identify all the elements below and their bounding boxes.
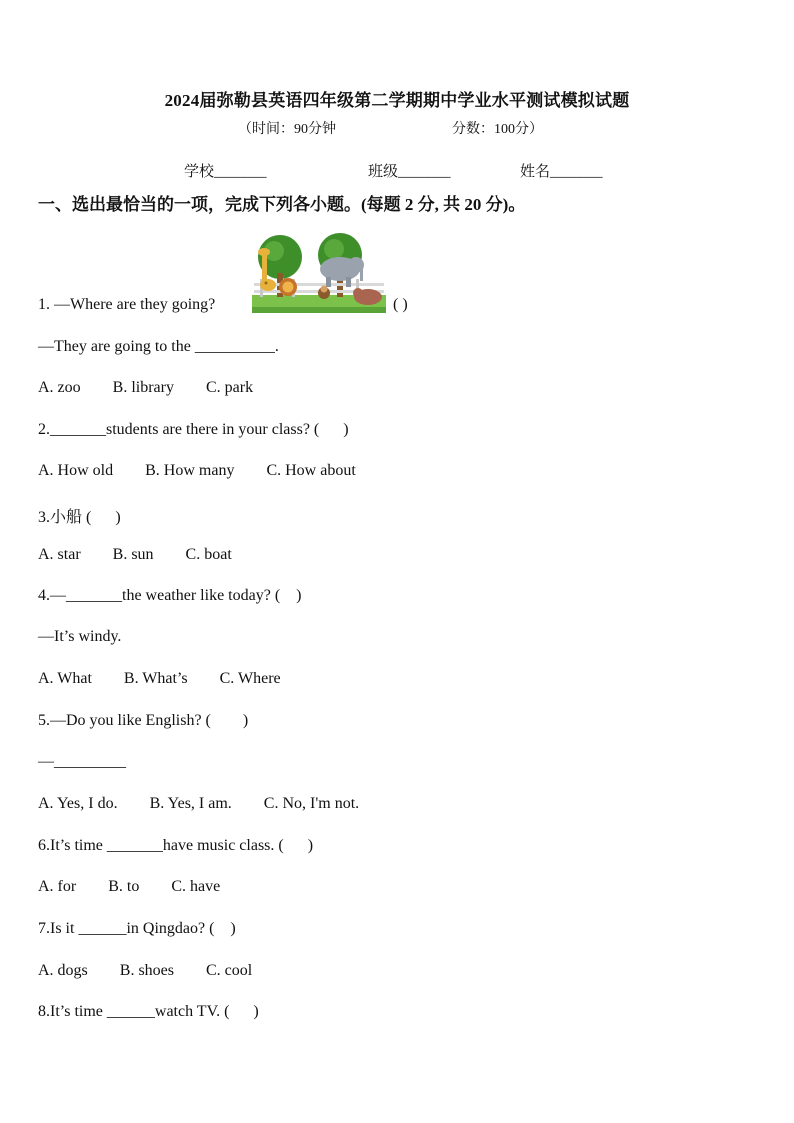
school-field: 学校_______ bbox=[184, 164, 267, 180]
question-7-options: A. dogs B. shoes C. cool bbox=[38, 962, 253, 979]
question-4-options: A. What B. What’s C. Where bbox=[38, 670, 281, 687]
question-5-answer-line: —_________ bbox=[38, 753, 126, 770]
zoo-animals-image bbox=[252, 233, 386, 313]
question-1-options: A. zoo B. library C. park bbox=[38, 379, 254, 396]
question-4-stem: 4.—_______the weather like today? ( ) bbox=[38, 587, 302, 604]
name-field: 姓名_______ bbox=[520, 164, 603, 180]
question-4-answer-line: —It’s windy. bbox=[38, 628, 122, 645]
question-1-stem: 1. —Where are they going? bbox=[38, 296, 216, 313]
question-6-stem: 6.It’s time _______have music class. ( ) bbox=[38, 837, 314, 854]
question-6-options: A. for B. to C. have bbox=[38, 878, 221, 895]
class-field: 班级_______ bbox=[368, 164, 451, 180]
exam-score: 分数：100分） bbox=[452, 122, 543, 137]
question-2-stem: 2._______students are there in your class? ( ) bbox=[38, 421, 349, 438]
question-2-options: A. How old B. How many C. How about bbox=[38, 462, 356, 479]
question-7-stem: 7.Is it ______in Qingdao? ( ) bbox=[38, 920, 236, 937]
question-1-paren: ( ) bbox=[393, 296, 408, 313]
question-3-options: A. star B. sun C. boat bbox=[38, 546, 232, 563]
section-heading: 一、选出最恰当的一项，完成下列各小题。(每题 2 分, 共 20 分)。 bbox=[38, 195, 526, 214]
question-3-stem: 3.小船 ( ) bbox=[38, 509, 121, 526]
question-1-answer-line: —They are going to the __________. bbox=[38, 338, 279, 355]
question-5-stem: 5.—Do you like English? ( ) bbox=[38, 712, 249, 729]
question-5-options: A. Yes, I do. B. Yes, I am. C. No, I'm not. bbox=[38, 795, 360, 812]
question-8-stem: 8.It’s time ______watch TV. ( ) bbox=[38, 1003, 259, 1020]
exam-time: （时间：90分钟 bbox=[238, 122, 336, 137]
exam-title: 2024届弥勒县英语四年级第二学期期中学业水平测试模拟试题 bbox=[164, 91, 630, 110]
